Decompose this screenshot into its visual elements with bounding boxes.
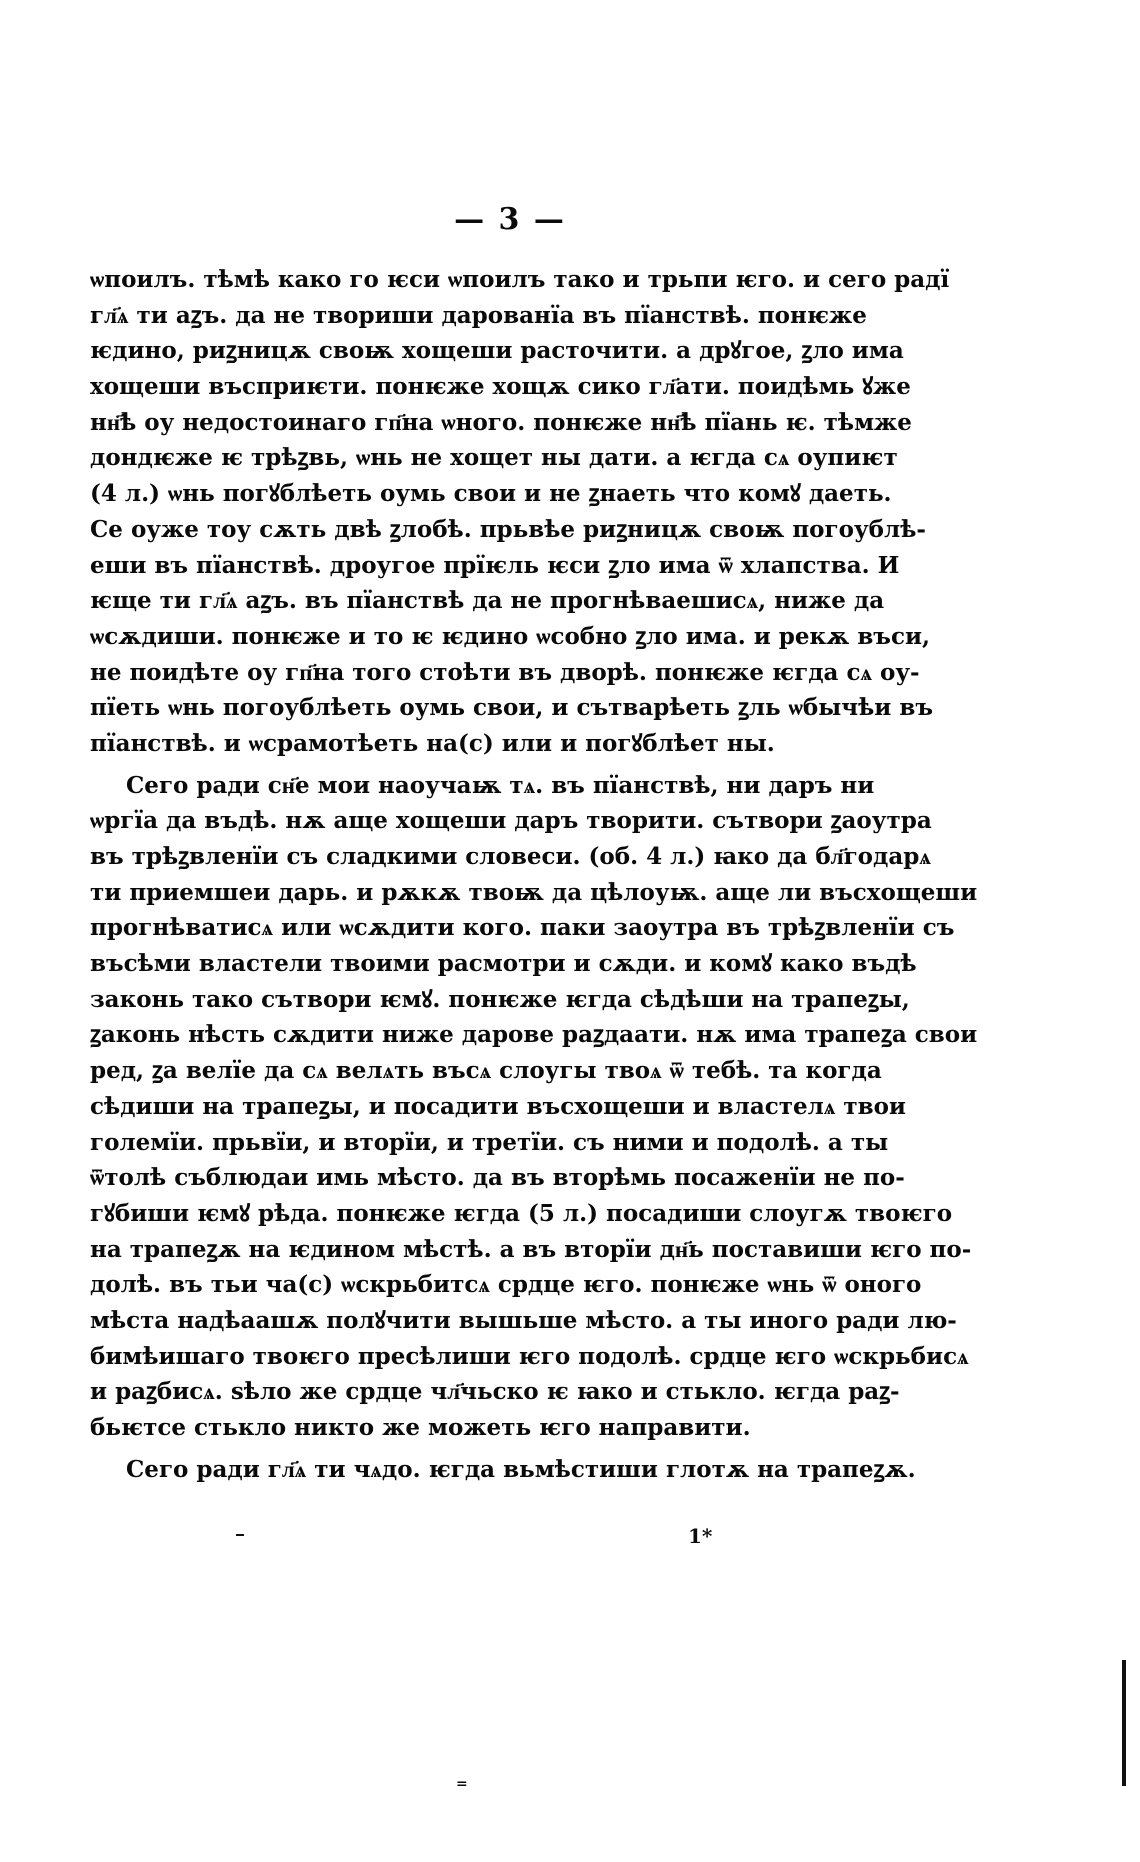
text-line: прогнѣватисѧ или ѡсѫдити кого. паки заоутра въ трѣꙁвленїи съ	[90, 914, 955, 942]
bottom-mark: =	[456, 1776, 468, 1792]
text-line: мѣста надѣаашѫ полꙋчити вышьше мѣсто. а ты иного ради лю-	[90, 1306, 957, 1334]
text-line: големїи. прьвїи, и вторїи, и третїи. съ ними и подолѣ. а ты	[90, 1128, 889, 1156]
text-line: и раꙁбисѧ. ѕѣло же срдце чл҃чьско ѥ ꙗко и стькло. ѥгда раꙁ-	[90, 1378, 900, 1406]
text-line: (4 л.) ѡнь погꙋблѣеть оумь свои и не ꙁнаеть что комꙋ даеть.	[90, 480, 892, 508]
text-line: Сего ради гл҃ѧ ти чѧдо. ѥгда вьмѣстиши глотѫ на трапеꙁѫ.	[126, 1455, 916, 1483]
text-line: въ трѣꙁвленїи съ сладкими словеси. (об. 4 л.) ꙗко да бл҃годарѧ	[90, 843, 931, 870]
text-line: дондѥже ѥ трѣꙁвь, ѡнь не хощет ны дати. а ѥгда сѧ оупиѥт	[90, 444, 898, 472]
text-line: ѡргїа да въдѣ. нѫ аще хощеши даръ творити. сътвори ꙁаоутра	[90, 807, 932, 835]
text-line: ѿтолѣ съблюдаи имь мѣсто. да въ вторѣмь посаженїи не по-	[90, 1164, 905, 1192]
text-line: ти приемшеи дарь. и рѫкѫ твоѭ да цѣлоуѭ. аще ли въсхощеши	[90, 878, 978, 906]
page-number-header: — 3 —	[454, 202, 566, 237]
text-line: пїанствѣ. и ѡсрамотѣеть на(с) или и погꙋблѣет ны.	[90, 729, 775, 757]
text-line: сѣдиши на трапеꙁы, и посадити въсхощеши и властелѧ твои	[90, 1092, 906, 1120]
text-line: ꙁаконь нѣсть сѫдити ниже дарове раꙁдаати. нѫ има трапеꙁа свои	[90, 1021, 978, 1049]
text-line: ред, ꙁа велїе да сѧ велѧть въсѧ слоугы твоѧ ѿ тебѣ. та когда	[90, 1057, 882, 1085]
text-line: бьѥтсе стькло никто же можеть ѥго направити.	[90, 1414, 751, 1441]
text-line: законь тако сътвори ѥмꙋ. понѥже ѥгда сѣдѣши на трапеꙁы,	[90, 985, 910, 1013]
text-line: Се оуже тоу сѫть двѣ ꙁлобѣ. прьвѣе риꙁницѫ своѭ погоублѣ-	[90, 515, 926, 543]
text-line: ѥдино, риꙁницѫ своѭ хощеши расточити. а дрꙋгое, ꙁло има	[90, 337, 904, 365]
text-line: не поидѣте оу гп҃на того стоѣти въ дворѣ. понѥже ѥгда сѧ оу-	[90, 658, 920, 686]
dash-mark	[236, 1534, 244, 1536]
signature-mark: 1*	[688, 1524, 713, 1548]
margin-mark	[1122, 1660, 1126, 1786]
text-line: ѡпоилъ. тѣмѣ како го ѥси ѡпоилъ тако и трьпи ѥго. и сего радї	[90, 266, 950, 293]
text-line: гл҃ѧ ти аꙁъ. да не твориши дарованїа въ пїанствѣ. понѥже	[90, 301, 867, 329]
text-line: пїеть ѡнь погоублѣеть оумь свои, и сътварѣеть ꙁль ѡбычѣи въ	[90, 694, 934, 722]
text-line: бимѣишаго твоѥго пресѣлиши ѥго подолѣ. срдце ѥго ѡскрьбисѧ	[90, 1342, 969, 1370]
text-line: долѣ. въ тьи ча(с) ѡскрьбитсѧ срдце ѥго. понѥже ѡнь ѿ оного	[90, 1271, 922, 1299]
text-line: нн҃ѣ оу недостоинаго гп҃на ѡного. понѥже нн҃ѣ пїань ѥ. тѣмже	[90, 408, 912, 436]
text-line: гꙋбиши ѥмꙋ рѣда. понѥже ѥгда (5 л.) посадиши слоугѫ твоѥго	[90, 1199, 953, 1227]
text-line: ѡсѫдиши. понѥже и то ѥ ѥдино ѡсобно ꙁло има. и рекѫ въси,	[90, 622, 931, 650]
text-line: еши въ пїанствѣ. дроугое прїѥль ѥси ꙁло има ѿ хлапства. И	[90, 551, 900, 579]
text-line: въсѣми властели твоими расмотри и сѫди. и комꙋ како въдѣ	[90, 950, 917, 978]
text-line: Сего ради сн҃е мои наоучаѭ тѧ. въ пїанствѣ, ни даръ ни	[126, 771, 875, 799]
text-line: ѥще ти гл҃ѧ аꙁъ. въ пїанствѣ да не прогнѣваешисѧ, ниже да	[90, 587, 885, 615]
text-line: на трапеꙁѫ на ѥдином мѣстѣ. а въ вторїи дн҃ь поставиши ѥго по-	[90, 1235, 972, 1263]
text-line: хощеши въсприѥти. понѥже хощѫ сико гл҃ати. поидѣмь ꙋже	[90, 373, 911, 401]
body-text	[90, 262, 978, 1487]
